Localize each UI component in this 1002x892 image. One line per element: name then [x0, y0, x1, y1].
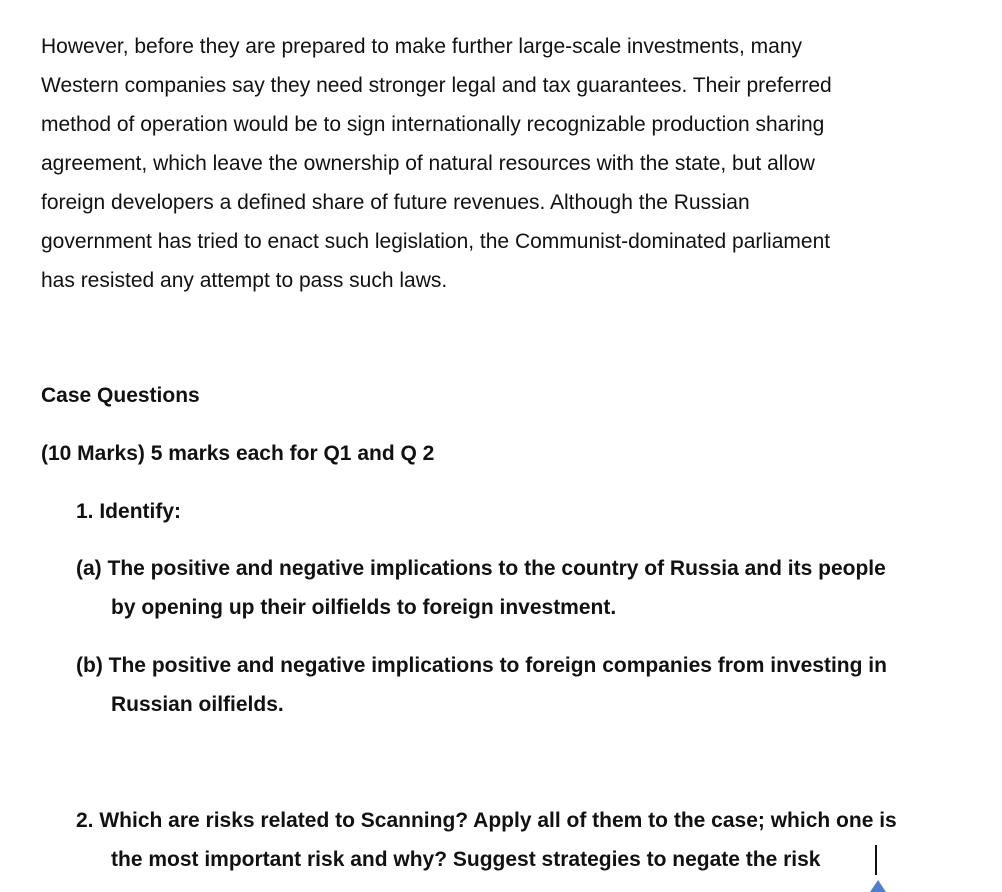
question-1a-line-1: (a) The positive and negative implications to the country of Russia and its people [76, 557, 886, 580]
question-2-line-1: 2. Which are risks related to Scanning? Apply all of them to the case; which one is [76, 809, 897, 832]
intro-line-7: has resisted any attempt to pass such laws. [41, 269, 448, 292]
text-caret [875, 845, 877, 875]
question-1b-line-2: Russian oilfields. [111, 693, 284, 716]
intro-line-2: Western companies say they need stronger legal and tax guarantees. Their preferred [41, 74, 832, 97]
marks-line: (10 Marks) 5 marks each for Q1 and Q 2 [41, 442, 435, 465]
selection-handle-icon[interactable] [870, 880, 886, 892]
intro-line-6: government has tried to enact such legislation, the Communist-dominated parliament [41, 230, 831, 253]
case-questions-heading: Case Questions [41, 384, 200, 407]
question-1b-line-1: (b) The positive and negative implications to foreign companies from investing in [76, 654, 887, 677]
question-1a-line-2: by opening up their oilfields to foreign investment. [111, 596, 617, 619]
intro-line-3: method of operation would be to sign internationally recognizable production sharing [41, 113, 825, 136]
question-2-line-2[interactable]: the most important risk and why? Suggest strategies to negate the risk [111, 848, 821, 871]
intro-line-4: agreement, which leave the ownership of natural resources with the state, but allow [41, 152, 815, 175]
question-1-label: 1. Identify: [76, 500, 182, 523]
intro-line-5: foreign developers a defined share of future revenues. Although the Russian [41, 191, 750, 214]
intro-line-1: However, before they are prepared to make further large-scale investments, many [41, 35, 803, 58]
